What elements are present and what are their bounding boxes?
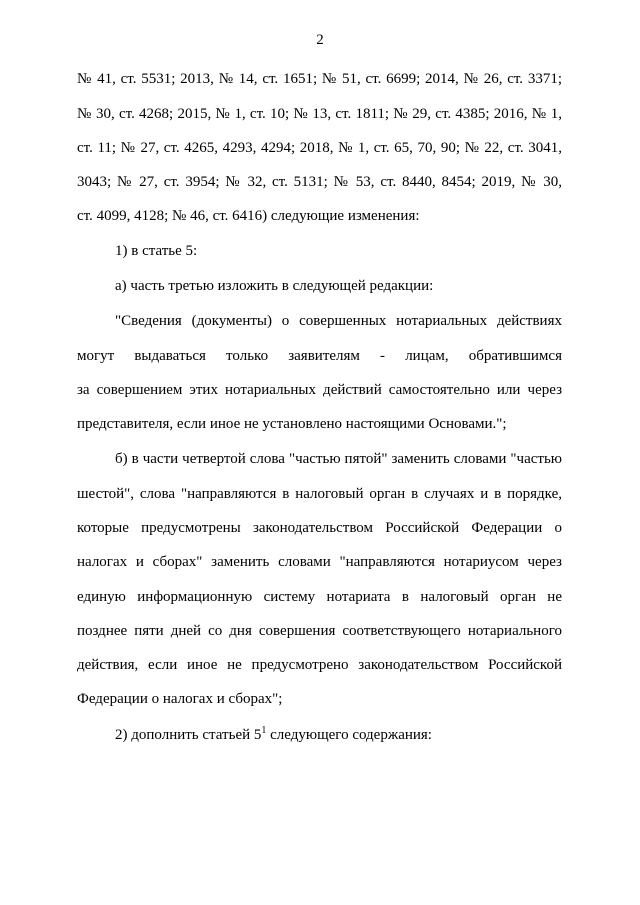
item-2-text-after: следующего содержания: bbox=[266, 727, 432, 743]
item-b-line-5: единую информационную систему нотариата в налоговый орган не bbox=[77, 589, 562, 605]
item-2-text-before: 2) дополнить статьей 5 bbox=[115, 727, 262, 743]
page-number: 2 bbox=[316, 32, 324, 48]
intro-line-3: ст. 11; № 27, ст. 4265, 4293, 4294; 2018, № 1, ст. 65, 70, 90; № 22, ст. 3041, bbox=[77, 140, 562, 156]
item-2-heading bbox=[115, 724, 432, 746]
item-b-line-3: которые предусмотрены законодательством Российской Федерации о bbox=[77, 520, 562, 536]
quote-line-2: могут выдаваться только заявителям - лицам, обратившимся bbox=[77, 348, 562, 364]
item-b-line-6: позднее пяти дней со дня совершения соответствующего нотариального bbox=[77, 623, 562, 639]
item-b-line-2: шестой", слова "направляются в налоговый орган в случаях и в порядке, bbox=[77, 486, 562, 502]
quote-line-4: представителя, если иное не установлено настоящими Основами."; bbox=[77, 416, 507, 432]
quote-line-3: за совершением этих нотариальных действий самостоятельно или через bbox=[77, 382, 562, 398]
item-b-line-8: Федерации о налогах и сборах"; bbox=[77, 691, 283, 707]
intro-line-5: ст. 4099, 4128; № 46, ст. 6416) следующие изменения: bbox=[77, 208, 420, 224]
item-b-line-7: действия, если иное не предусмотрено законодательством Российской bbox=[77, 657, 562, 673]
intro-line-4: 3043; № 27, ст. 3954; № 32, ст. 5131; № 53, ст. 8440, 8454; 2019, № 30, bbox=[77, 174, 562, 190]
quote-line-1: "Сведения (документы) о совершенных нотариальных действиях bbox=[115, 313, 562, 329]
intro-line-1: № 41, ст. 5531; 2013, № 14, ст. 1651; № 51, ст. 6699; 2014, № 26, ст. 3371; bbox=[77, 71, 562, 87]
item-b-line-1: б) в части четвертой слова "частью пятой" заменить словами "частью bbox=[115, 451, 562, 467]
intro-line-2: № 30, ст. 4268; 2015, № 1, ст. 10; № 13, ст. 1811; № 29, ст. 4385; 2016, № 1, bbox=[77, 106, 562, 122]
item-1-heading: 1) в статье 5: bbox=[115, 243, 198, 259]
item-b-line-4: налогах и сборах" заменить словами "направляются нотариусом через bbox=[77, 554, 562, 570]
item-a-heading: а) часть третью изложить в следующей редакции: bbox=[115, 278, 434, 294]
item-2-superscript: 1 bbox=[261, 725, 267, 736]
